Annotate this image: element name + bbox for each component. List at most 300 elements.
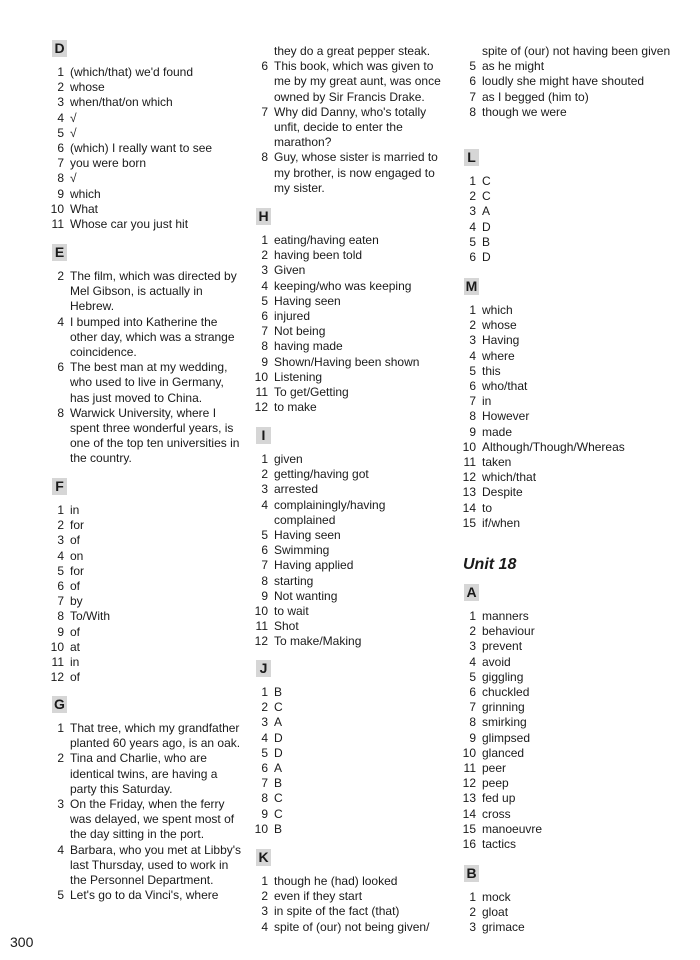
section-label: D xyxy=(52,40,67,57)
answer-number: 10 xyxy=(254,821,268,836)
answer-number: 2 xyxy=(469,189,476,204)
answer-number xyxy=(252,44,268,59)
answer-item xyxy=(48,518,243,533)
answer-text: in spite of the fact (that) xyxy=(274,904,400,919)
answer-number: 9 xyxy=(469,424,476,439)
answer-number: 5 xyxy=(261,528,268,543)
answer-list xyxy=(252,44,447,196)
answer-text: for xyxy=(70,563,85,578)
answer-item xyxy=(460,639,685,654)
answer-number: 6 xyxy=(261,761,268,776)
section-label: K xyxy=(256,849,271,866)
answer-item xyxy=(252,543,447,558)
answer-text: That tree, which my grandfather planted 60 years ago, is an oak. xyxy=(70,721,241,751)
answer-number: 2 xyxy=(261,248,268,263)
answer-number: 4 xyxy=(57,548,64,563)
answer-item xyxy=(460,746,685,761)
answer-item xyxy=(48,406,243,467)
answer-item xyxy=(48,80,243,95)
answer-item xyxy=(252,339,447,354)
answer-text: (which) I really want to see xyxy=(70,141,213,156)
answer-item xyxy=(48,360,243,406)
answer-text: √ xyxy=(70,110,77,125)
answer-item xyxy=(48,564,243,579)
answer-number: 9 xyxy=(261,806,268,821)
answer-text: giggling xyxy=(482,669,524,684)
answer-number: 5 xyxy=(261,293,268,308)
answer-number: 15 xyxy=(462,515,476,530)
answer-number: 16 xyxy=(462,837,476,852)
answer-item xyxy=(48,65,243,80)
answer-item xyxy=(252,233,447,248)
answer-list xyxy=(48,65,243,232)
answer-number: 6 xyxy=(57,579,64,594)
answer-list xyxy=(252,874,447,935)
answer-item xyxy=(252,761,447,776)
answer-item xyxy=(252,619,447,634)
answer-item xyxy=(252,370,447,385)
answer-item xyxy=(48,655,243,670)
answer-text: grimace xyxy=(482,920,525,935)
answer-text: grinning xyxy=(482,700,525,715)
answer-item xyxy=(252,776,447,791)
answer-number: 11 xyxy=(51,217,64,232)
answer-text: chuckled xyxy=(482,685,530,700)
answer-number: 12 xyxy=(462,470,476,485)
answer-number: 9 xyxy=(261,588,268,603)
answer-text: C xyxy=(274,806,283,821)
answer-text: which xyxy=(70,186,101,201)
answer-number: 3 xyxy=(57,797,64,812)
answer-number: 1 xyxy=(261,233,268,247)
answer-number: 1 xyxy=(469,890,476,904)
answer-text: To/With xyxy=(70,609,111,624)
answer-number: 2 xyxy=(57,751,64,766)
answer-item xyxy=(48,111,243,126)
answer-item xyxy=(460,501,685,516)
answer-item xyxy=(460,74,685,89)
answer-number: 4 xyxy=(57,110,64,125)
section-m xyxy=(460,278,685,531)
section-label: E xyxy=(52,244,67,261)
answer-text: cross xyxy=(482,806,511,821)
answer-text: Swimming xyxy=(274,543,330,558)
answer-item xyxy=(48,609,243,624)
answer-item xyxy=(252,822,447,837)
answer-text: C xyxy=(274,700,283,715)
answer-text: Let's go to da Vinci's, where xyxy=(70,888,219,903)
answer-item xyxy=(252,467,447,482)
answer-text: D xyxy=(274,745,283,760)
answer-number: 3 xyxy=(261,263,268,278)
answer-item xyxy=(48,797,243,843)
answer-item xyxy=(252,105,447,151)
answer-text: √ xyxy=(70,171,77,186)
answer-number: 6 xyxy=(469,74,476,89)
answer-number: 10 xyxy=(462,745,476,760)
answer-text: Not wanting xyxy=(274,588,338,603)
answer-item xyxy=(252,920,447,935)
answer-text: What xyxy=(70,201,99,216)
answer-item xyxy=(460,409,685,424)
answer-number: 1 xyxy=(57,503,64,517)
answer-item xyxy=(460,379,685,394)
answer-number: 4 xyxy=(261,730,268,745)
answer-text: Whose car you just hit xyxy=(70,217,189,232)
answer-text: given xyxy=(274,452,303,466)
answer-item xyxy=(460,890,685,905)
answer-number: 8 xyxy=(57,171,64,186)
answer-item xyxy=(252,807,447,822)
answer-text: for xyxy=(70,518,85,533)
answer-item xyxy=(48,843,243,889)
section-d xyxy=(48,40,243,232)
answer-item xyxy=(460,204,685,219)
answer-text: D xyxy=(482,219,491,234)
answer-text: taken xyxy=(482,455,512,470)
section-g-continued xyxy=(252,44,447,196)
answer-number: 2 xyxy=(261,700,268,715)
answer-number: 11 xyxy=(255,385,268,400)
answer-text: Listening xyxy=(274,369,323,384)
answer-number: 7 xyxy=(469,89,476,104)
answer-item xyxy=(252,452,447,467)
answer-item xyxy=(252,528,447,543)
answer-text: To make/Making xyxy=(274,634,362,649)
answer-item xyxy=(252,309,447,324)
answer-item xyxy=(460,318,685,333)
answer-number: 3 xyxy=(261,904,268,919)
answer-item xyxy=(460,685,685,700)
answer-text: A xyxy=(274,715,283,730)
answer-item xyxy=(252,400,447,415)
answer-number: 7 xyxy=(261,104,268,119)
answer-item xyxy=(48,640,243,655)
answer-text: behaviour xyxy=(482,624,535,639)
answer-text: where xyxy=(482,348,515,363)
answer-text: I bumped into Katherine the other day, which was a strange coincidence. xyxy=(70,314,235,360)
answer-number: 10 xyxy=(254,369,268,384)
answer-text: Shot xyxy=(274,619,299,634)
answer-text: complainingly/having complained xyxy=(274,497,386,527)
answer-text: Given xyxy=(274,263,306,278)
answer-item xyxy=(460,470,685,485)
answer-item xyxy=(48,315,243,361)
answer-item xyxy=(48,721,243,751)
answer-number: 11 xyxy=(463,455,476,470)
answer-text: D xyxy=(482,250,491,265)
answer-text: Not being xyxy=(274,324,326,339)
answer-number: 2 xyxy=(469,624,476,639)
answer-text: D xyxy=(274,730,283,745)
answer-text: loudly she might have shouted xyxy=(482,74,645,89)
answer-text: B xyxy=(274,685,283,699)
answer-item xyxy=(48,171,243,186)
answer-item xyxy=(48,217,243,232)
answer-item xyxy=(460,837,685,852)
answer-number: 1 xyxy=(469,609,476,623)
answer-text: A xyxy=(274,761,283,776)
answer-item xyxy=(460,174,685,189)
answer-list xyxy=(460,609,685,852)
answer-number: 14 xyxy=(462,500,476,515)
answer-text: as he might xyxy=(482,59,545,74)
answer-number: 3 xyxy=(469,920,476,935)
answer-text: Having xyxy=(482,333,520,348)
answer-list xyxy=(460,174,685,265)
answer-text: The film, which was directed by Mel Gibson, is actually in Hebrew. xyxy=(70,269,237,314)
answer-text: though he (had) looked xyxy=(274,874,398,888)
answer-item xyxy=(48,751,243,797)
answer-number: 3 xyxy=(57,533,64,548)
answer-text: whose xyxy=(482,318,517,333)
answer-number: 5 xyxy=(57,563,64,578)
answer-item xyxy=(460,609,685,624)
answer-text: avoid xyxy=(482,654,511,669)
answer-text: C xyxy=(274,791,283,806)
section-k xyxy=(252,849,447,935)
answer-item xyxy=(460,349,685,364)
answer-number: 11 xyxy=(255,619,268,634)
answer-text: to make xyxy=(274,400,317,415)
answer-item xyxy=(460,700,685,715)
answer-number: 5 xyxy=(469,669,476,684)
answer-item xyxy=(48,625,243,640)
answer-item xyxy=(252,589,447,604)
answer-item xyxy=(48,187,243,202)
answer-number: 9 xyxy=(469,730,476,745)
answer-number: 4 xyxy=(261,919,268,934)
answer-number: 2 xyxy=(57,80,64,95)
answer-item xyxy=(48,533,243,548)
answer-list xyxy=(48,503,243,685)
answer-item xyxy=(252,248,447,263)
answer-item xyxy=(252,498,447,528)
answer-number: 7 xyxy=(57,156,64,171)
answer-item xyxy=(252,294,447,309)
answer-text: in xyxy=(70,655,80,670)
answer-number: 9 xyxy=(57,624,64,639)
answer-number: 6 xyxy=(57,360,64,375)
section-k-continued xyxy=(460,44,685,120)
answer-list xyxy=(252,233,447,415)
answer-text: B xyxy=(274,821,283,836)
answer-list xyxy=(252,685,447,837)
answer-number: 1 xyxy=(261,685,268,699)
section-label: H xyxy=(256,208,271,225)
answer-item xyxy=(460,59,685,74)
answer-text: Warwick University, where I spent three wonderful years, is one of the top ten universities in the country. xyxy=(70,405,240,466)
answer-number: 5 xyxy=(261,745,268,760)
answer-text: Although/Though/Whereas xyxy=(482,439,625,454)
answer-text: to wait xyxy=(274,604,309,619)
answer-number: 9 xyxy=(57,186,64,201)
answer-number: 7 xyxy=(261,776,268,791)
answer-number: 15 xyxy=(462,821,476,836)
answer-text: which xyxy=(482,303,513,317)
answer-text: Having seen xyxy=(274,293,341,308)
answer-number: 4 xyxy=(57,842,64,857)
answer-item xyxy=(460,791,685,806)
answer-item xyxy=(252,791,447,806)
answer-item xyxy=(460,670,685,685)
answer-list xyxy=(460,303,685,531)
answer-number: 3 xyxy=(469,204,476,219)
answer-item xyxy=(48,269,243,315)
answer-item xyxy=(48,95,243,110)
answer-number: 8 xyxy=(469,104,476,119)
answer-number: 5 xyxy=(469,234,476,249)
answer-item xyxy=(252,746,447,761)
answer-number: 1 xyxy=(261,452,268,466)
answer-number: 2 xyxy=(261,467,268,482)
unit-title: Unit 18 xyxy=(463,556,517,573)
answer-text: you were born xyxy=(70,156,147,171)
answer-item xyxy=(460,303,685,318)
answer-item xyxy=(48,579,243,594)
answer-number: 8 xyxy=(261,791,268,806)
answer-number: 4 xyxy=(469,654,476,669)
answer-text: spite of (our) not having been given xyxy=(482,44,671,58)
answer-text: Tina and Charlie, who are identical twins, are having a party this Saturday. xyxy=(70,751,218,796)
answer-text: B xyxy=(274,776,283,791)
answer-text: of xyxy=(70,670,81,685)
section-j xyxy=(252,660,447,837)
answer-text: C xyxy=(482,189,491,204)
answer-number: 13 xyxy=(462,791,476,806)
answer-text: as I begged (him to) xyxy=(482,89,589,104)
answer-item xyxy=(460,189,685,204)
answer-number: 3 xyxy=(57,95,64,110)
section-label: G xyxy=(52,696,67,713)
answer-item xyxy=(252,874,447,889)
answer-text: by xyxy=(70,594,83,609)
answer-text: starting xyxy=(274,573,314,588)
answer-text: keeping/who was keeping xyxy=(274,278,412,293)
answer-text: peer xyxy=(482,761,507,776)
answer-text: at xyxy=(70,639,81,654)
answer-text: manoeuvre xyxy=(482,821,543,836)
answer-item xyxy=(252,263,447,278)
answer-text: Having applied xyxy=(274,558,354,573)
section-f xyxy=(48,478,243,685)
answer-text: manners xyxy=(482,609,529,623)
answer-text: Barbara, who you met at Libby's last Thursday, used to work in the Personnel Department. xyxy=(70,842,242,888)
answer-item xyxy=(460,220,685,235)
answer-number: 6 xyxy=(261,543,268,558)
answer-number: 1 xyxy=(57,721,64,735)
answer-text: if/when xyxy=(482,515,521,530)
answer-text: B xyxy=(482,234,491,249)
section-label: L xyxy=(464,149,479,166)
answer-number: 7 xyxy=(261,324,268,339)
answer-number: 8 xyxy=(261,150,268,165)
answer-item xyxy=(460,250,685,265)
answer-list xyxy=(252,452,447,650)
answer-item xyxy=(252,700,447,715)
section-a xyxy=(460,584,685,852)
answer-item xyxy=(460,655,685,670)
answer-item xyxy=(252,324,447,339)
answer-text: However xyxy=(482,409,530,424)
answer-text: even if they start xyxy=(274,889,363,904)
answer-text: in xyxy=(70,503,80,517)
answer-item xyxy=(48,549,243,564)
answer-text: arrested xyxy=(274,482,319,497)
answer-item xyxy=(48,126,243,141)
answer-text: spite of (our) not being given/ xyxy=(274,919,430,934)
answer-number: 6 xyxy=(261,309,268,324)
answer-text: of xyxy=(70,579,81,594)
answer-number: 10 xyxy=(254,604,268,619)
answer-item xyxy=(252,482,447,497)
answer-text: smirking xyxy=(482,715,527,730)
answer-number: 2 xyxy=(469,905,476,920)
answer-number: 6 xyxy=(469,685,476,700)
answer-number: 10 xyxy=(462,439,476,454)
answer-text: having been told xyxy=(274,248,363,263)
section-label: F xyxy=(52,478,67,495)
answer-text: glimpsed xyxy=(482,730,531,745)
section-b xyxy=(460,865,685,936)
answer-text: To get/Getting xyxy=(274,385,349,400)
section-g xyxy=(48,696,243,903)
answer-text: of xyxy=(70,624,81,639)
answer-number: 6 xyxy=(261,59,268,74)
answer-item xyxy=(252,604,447,619)
unit-heading xyxy=(460,556,685,574)
answer-number: 1 xyxy=(57,65,64,79)
answer-number: 5 xyxy=(57,125,64,140)
answer-item xyxy=(252,731,447,746)
answer-item xyxy=(460,761,685,776)
answer-list xyxy=(48,269,243,467)
answer-text: glanced xyxy=(482,745,525,760)
answer-number: 2 xyxy=(261,889,268,904)
answer-number: 7 xyxy=(469,700,476,715)
answer-text: though we were xyxy=(482,104,567,119)
answer-item xyxy=(252,385,447,400)
answer-text: on xyxy=(70,548,84,563)
answer-text: prevent xyxy=(482,639,523,654)
answer-text: √ xyxy=(70,125,77,140)
answer-number: 9 xyxy=(261,354,268,369)
answer-text: whose xyxy=(70,80,105,95)
answer-text: eating/having eaten xyxy=(274,233,379,247)
answer-text: This book, which was given to me by my great aunt, was once owned by Sir Francis Drake. xyxy=(274,59,441,104)
answer-number: 12 xyxy=(254,400,268,415)
answer-item xyxy=(48,670,243,685)
answer-number: 8 xyxy=(261,339,268,354)
answer-item xyxy=(252,634,447,649)
answer-item xyxy=(252,558,447,573)
answer-item xyxy=(460,807,685,822)
answer-number: 13 xyxy=(462,485,476,500)
answer-number: 10 xyxy=(50,201,64,216)
answer-text: fed up xyxy=(482,791,516,806)
answer-item xyxy=(460,105,685,120)
answer-item xyxy=(460,905,685,920)
answer-text: this xyxy=(482,363,501,378)
answer-number: 7 xyxy=(57,594,64,609)
answer-number: 12 xyxy=(50,670,64,685)
answer-number: 11 xyxy=(463,761,476,776)
answer-number: 6 xyxy=(469,379,476,394)
answer-number: 5 xyxy=(469,363,476,378)
answer-number: 3 xyxy=(469,639,476,654)
answer-item xyxy=(252,889,447,904)
answer-item xyxy=(252,904,447,919)
